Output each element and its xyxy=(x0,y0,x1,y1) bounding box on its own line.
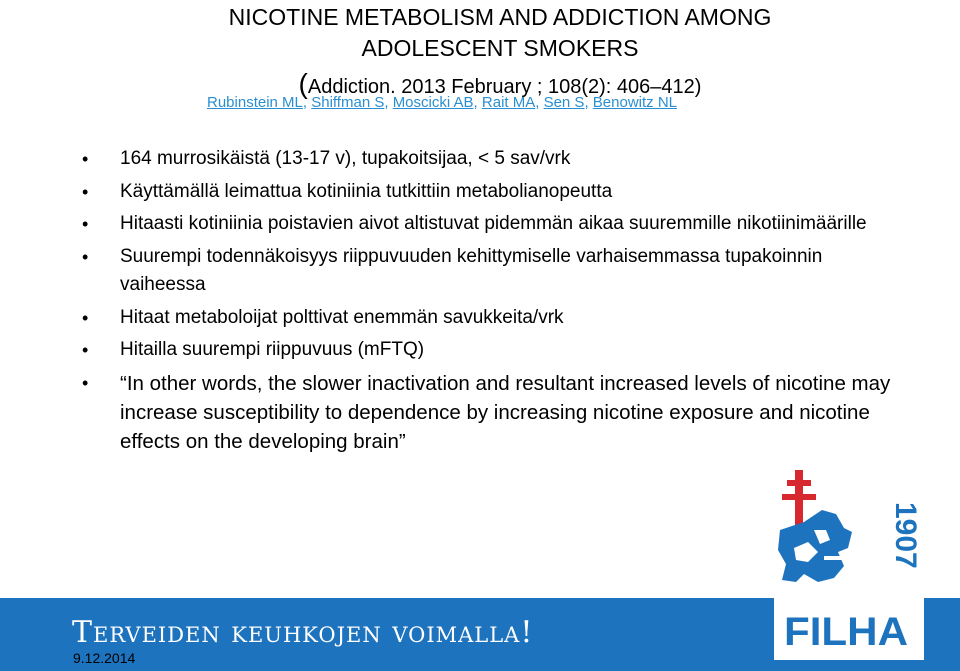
bullet-list xyxy=(80,145,900,460)
bullet-item: • Käyttämällä leimattua kotiniinia tutkittiin metabolianopeutta xyxy=(80,178,900,207)
bullet-item: • Suurempi todennäkoisyys riippuvuuden kehittymiselle varhaisemmassa tupakoinnin vaiheessa xyxy=(80,243,900,300)
author-link[interactable]: Rubinstein ML xyxy=(207,94,303,111)
slide-title xyxy=(150,2,850,107)
author-separator: , xyxy=(302,94,312,111)
author-link[interactable]: Rait MA xyxy=(481,94,536,111)
bullet-item: • Hitaat metaboloijat polttivat enemmän savukkeita/vrk xyxy=(80,304,900,333)
title-line-2: ADOLESCENT SMOKERS xyxy=(361,35,639,61)
author-separator: , xyxy=(535,94,544,111)
author-separator: , xyxy=(473,94,482,111)
logo-name: FILHA xyxy=(784,610,908,654)
author-link[interactable]: Moscicki AB xyxy=(392,94,474,111)
author-separator: , xyxy=(384,94,393,111)
bullet-item-quote: • “In other words, the slower inactivation and resultant increased levels of nicotine may increase susceptibility to dependence by increasing nicotine exposure and nicotine effects on the developing brain” xyxy=(80,369,900,456)
author-link[interactable]: Benowitz NL xyxy=(592,94,678,111)
footer-slogan: Terveiden keuhkojen voimalla! xyxy=(72,615,534,650)
title-line-1: NICOTINE METABOLISM AND ADDICTION AMONG xyxy=(228,4,772,30)
author-link[interactable]: Sen S xyxy=(543,94,585,111)
author-list xyxy=(207,93,677,113)
bullet-item: • Hitaasti kotiniinia poistavien aivot altistuvat pidemmän aikaa suuremmille nikotiinimäärille xyxy=(80,210,900,239)
author-link[interactable]: Shiffman S xyxy=(311,94,385,111)
slide-date: 9.12.2014 xyxy=(73,650,136,666)
citation-paren: ( xyxy=(298,68,308,99)
filha-logo xyxy=(774,470,924,660)
bullet-item: • 164 murrosikäistä (13-17 v), tupakoitsijaa, < 5 sav/vrk xyxy=(80,145,900,174)
logo-year: 1907 xyxy=(889,502,922,569)
citation-text: Addiction. 2013 February ; 108(2): 406–412) xyxy=(307,76,702,98)
bullet-item: • Hitailla suurempi riippuvuus (mFTQ) xyxy=(80,336,900,365)
filha-logo-graphic xyxy=(774,470,924,660)
author-separator: , xyxy=(584,94,593,111)
